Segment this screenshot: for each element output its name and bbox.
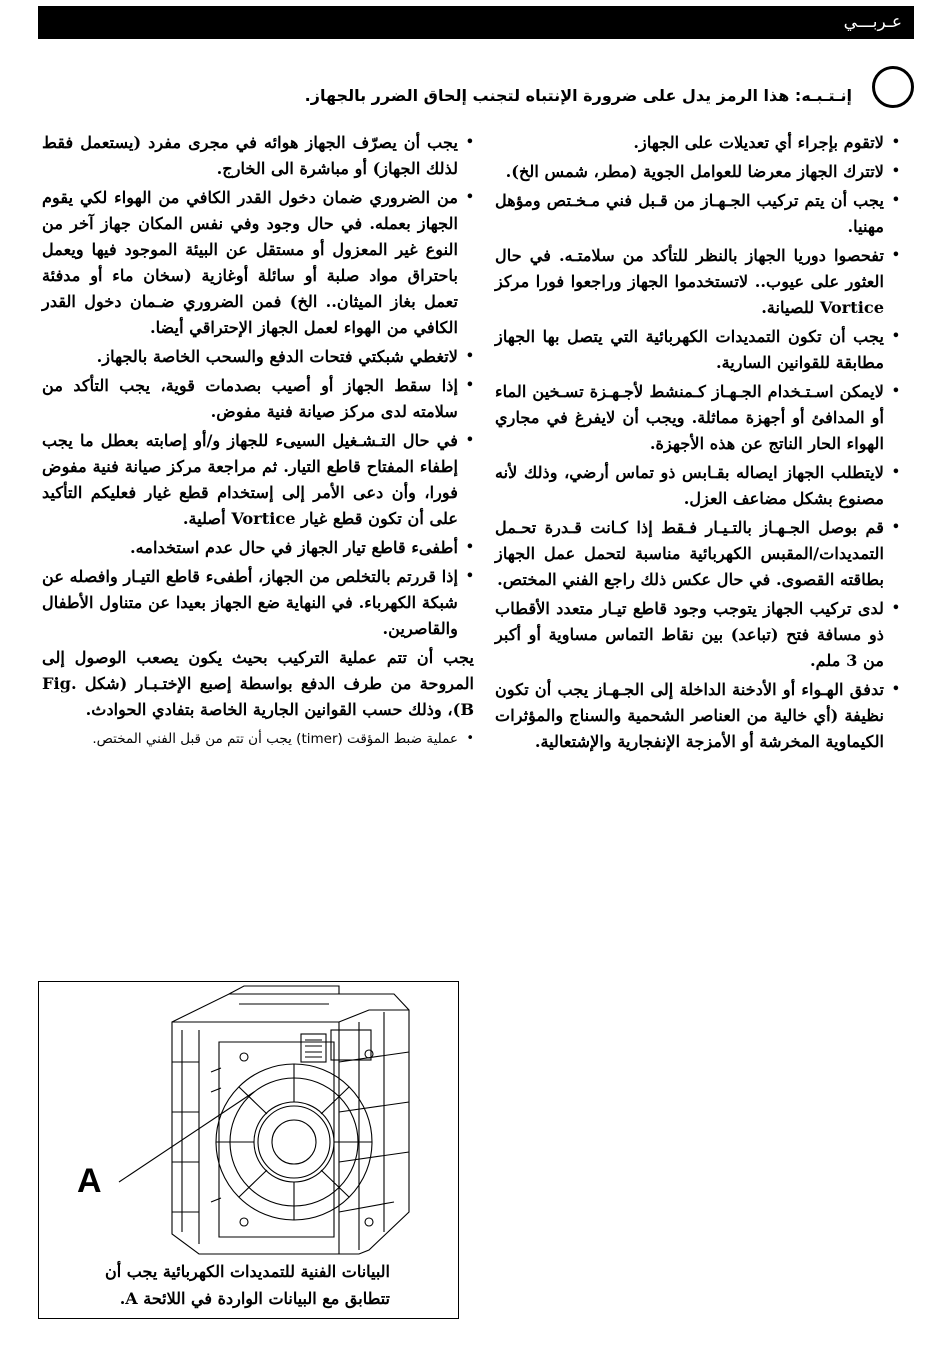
list-item	[42, 185, 474, 341]
list-item	[42, 645, 474, 723]
list-item	[495, 515, 900, 593]
bullet: •	[465, 135, 474, 150]
bullet: •	[891, 248, 900, 263]
list-item-text: في حال التـشـغيل السيىء للجهاز و/أو إصابته بعطل ما يجب إطفاء المفتاح قاطع التيار. ثم مراجعة مركز صيانة فنية مفوض فورا، وأن دعى الأمر إلى إستخدام قطع غيار فعليكم التأكيد على أن تكون قطع غيار Vortice أصلية.	[42, 431, 458, 528]
figure-box	[38, 981, 459, 1319]
list-item-text: لايتطلب الجهاز ايصاله بقـابس ذو تماس أرضي، وذلك لأنه مصنوع بشكل مضاعف العزل.	[495, 463, 884, 508]
list-item	[42, 344, 474, 370]
bullet: •	[891, 135, 900, 150]
bullet: •	[465, 378, 474, 393]
language-header-bar	[38, 6, 914, 39]
list-item	[495, 243, 900, 321]
list-item	[495, 460, 900, 512]
list-item-text: تدفق الهـواء أو الأدخنة الداخلة إلى الجـهـاز يجب أن تكون نظيفة (أي خالية من العناصر الشحمية والسناج والمؤثرات الكيماوية المخرشة أو الأمزجة الإنفجارية والإشتعالية.	[495, 680, 884, 751]
language-label: عـربـــي	[843, 12, 902, 32]
list-item-text: لاتغطي شبكتي فتحات الدفع والسحب الخاصة بالجهاز.	[96, 347, 458, 366]
list-item	[42, 535, 474, 561]
bullet: •	[465, 540, 474, 555]
list-item	[42, 428, 474, 532]
warning-circle-icon	[872, 66, 914, 108]
bullet: •	[891, 384, 900, 399]
list-item	[495, 324, 900, 376]
list-item-text: قم بوصل الجـهـاز بالتـيـار فـقط إذا كـانت قـدرة تحـمل التمديدات/المقبس الكهربائية مناسبة لتحمل عمل الجهاز بطاقته القصوى. في حال عكس ذلك راجع الفني المختص.	[495, 518, 884, 589]
list-item-text: لاتترك الجهاز معرضا للعوامل الجوية (مطر، شمس الخ).	[505, 162, 884, 181]
bullet: •	[465, 433, 474, 448]
bullet: •	[891, 682, 900, 697]
figure-caption: البيانات الفنية للتمديدات الكهربائية يجب أن تتطابق مع البيانات الواردة في اللائحة A.	[105, 1262, 390, 1308]
bullet: •	[465, 349, 474, 364]
list-item	[495, 596, 900, 674]
list-item	[42, 564, 474, 642]
warning-notice	[304, 64, 914, 114]
list-item-text: يجب أن تكون التمديدات الكهربائية التي يتصل بها الجهاز مطابقة للقوانين السارية.	[495, 327, 884, 372]
list-item	[495, 159, 900, 185]
list-item-text: لدى تركيب الجهاز يتوجب وجود قاطع تيـار متعدد الأقطاب ذو مسافة فتح (تباعد) بين نقاط التماس مساوية أو أكبر من 3 ملم.	[495, 599, 884, 670]
left-column	[42, 130, 474, 755]
list-item	[42, 726, 474, 752]
list-item-text: لايمكن اسـتـخدام الجـهـاز كـمنشط لأجـهـزة تسـخين الماء أو المدافئ أو أجهزة مماثلة. ويجب أن لايفرغ في مجاري الهواء الحار الناتج عن هذه الأجهزة.	[495, 382, 884, 453]
list-item-text: لاتقوم بإجراء أي تعديلات على الجهاز.	[633, 133, 884, 152]
list-item	[42, 373, 474, 425]
bullet: •	[891, 329, 900, 344]
bullet: •	[891, 601, 900, 616]
list-item-text: إذا قررتم بالتخلص من الجهاز، أطفىء قاطع التيـار وافصله عن شبكة الكهرباء. في النهاية ضع الجهاز بعيدا عن متناول الأطفال والقاصرين.	[42, 567, 458, 638]
figure-label: A	[77, 1162, 102, 1200]
bullet: •	[465, 569, 474, 584]
bullet: •	[891, 164, 900, 179]
right-column	[495, 130, 900, 758]
bullet: •	[465, 190, 474, 205]
list-item	[495, 379, 900, 457]
bullet: •	[891, 465, 900, 480]
list-item-text: أطفىء قاطع تيار الجهاز في حال عدم استخدامه.	[129, 538, 458, 557]
list-item	[495, 188, 900, 240]
warning-text: إنـتـبـه: هذا الرمز يدل على ضرورة الإنتباه لتجنب إلحاق الضرر بالجهاز.	[304, 86, 852, 105]
bullet: •	[891, 520, 900, 535]
left-instructions-list	[42, 130, 474, 752]
list-item-text: من الضروري ضمان دخول القدر الكافي من الهواء لكي يقوم الجهاز بعمله. في حال وجود وفي نفس المكان جهاز آخر من النوع غير المعزول أو مستقل عن البيئة الموجود فيها ويعمل باحتراق مواد صلبة أو سائلة أوغازية (سخان ماء أو مدفئة تعمل بغاز الميثان.. الخ) فمن الضروري ضـمان دخول القدر الكافي من الهواء لعمل الجهاز الإحتراقي أيضا.	[42, 188, 458, 337]
list-item-text: يجب أن يصرّف الجهاز هوائه في مجرى مفرد (يستعمل فقط لذلك الجهاز) أو مباشرة الى الخارج.	[42, 133, 458, 178]
list-item	[42, 130, 474, 182]
list-item	[495, 130, 900, 156]
list-item	[495, 677, 900, 755]
list-item-text: يجب أن يتم تركيب الجـهـاز من قـبل فني مـخـتص ومؤهل مهنيا.	[495, 191, 884, 236]
bullet: •	[891, 193, 900, 208]
list-item-text: تفحصوا دوريا الجهاز بالنظر للتأكد من سلامتـه. في حال العثور على عيوب.. لاتستخدموا الجهاز وراجعوا فورا مركز Vortice للصيانة.	[495, 246, 884, 317]
list-item-text: إذا سقط الجهاز أو أصيب بصدمات قوية، يجب التأكد من سلامته لدى مركز صيانة فنية مفوض.	[42, 376, 458, 421]
list-item-text: عملية ضبط المؤقت (timer) يجب أن تتم من قبل الفني المختص.	[92, 731, 458, 747]
bullet: •	[466, 731, 474, 746]
list-item-text: يجب أن تتم عملية التركيب بحيث يكون يصعب الوصول إلى المروحة من طرف الدفع بواسطة إصبع الإختـبـار (شكل Fig. B)، وذلك حسب القوانين الجارية الخاصة بتفادي الحوادث.	[42, 648, 474, 719]
right-instructions-list	[495, 130, 900, 755]
